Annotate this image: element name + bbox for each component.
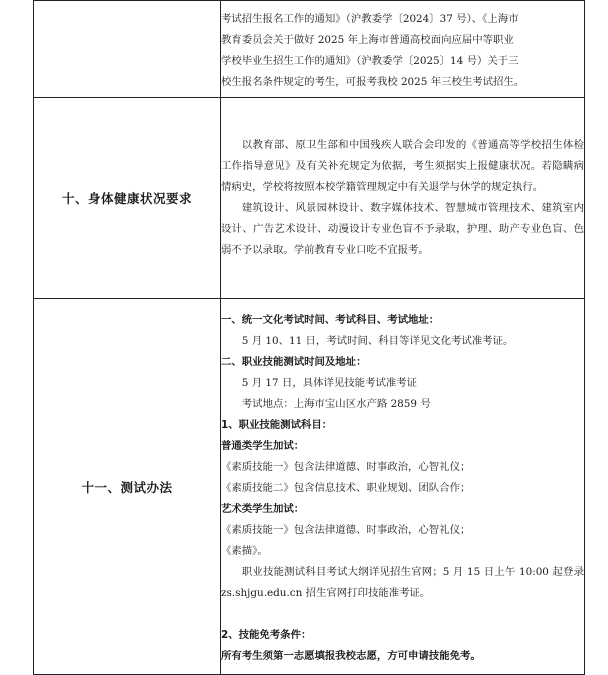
art-item-2: 《素描》。: [221, 544, 268, 557]
health-paragraph-2: 建筑设计、风景园林设计、数字媒体技术、智慧城市管理技术、建筑室内设计、广告艺术设计、动漫设计专业色盲不予录取，护理、助产专业色盲、色弱不予以录取。学前教育专业口吃不宜报考。: [221, 202, 584, 256]
culture-exam-text: 5 月 10、11 日，考试时间、科目等详见文化考试准考证。: [241, 334, 514, 347]
health-paragraph-1: 以教育部、原卫生部和中国残疾人联合会印发的《普通高等学校招生体检工作指导意见》及有关补充规定为依据，考生须据实上报健康状况。若隐瞒病情病史，学校将按照本校学籍管理规定中有关退学与休学的规定执行。: [221, 139, 584, 193]
eligibility-line-2: 教育委员会关于做好 2025 年上海市普通高校面向应届中等职业: [221, 34, 514, 46]
test-method-label: 十一、测试办法: [34, 299, 221, 675]
eligibility-line-1: 考试招生报名工作的通知》（沪教委学〔2024〕37 号）、《上海市: [221, 13, 519, 25]
eligibility-cell: [221, 1, 585, 98]
art-students-heading: 艺术类学生加试：: [221, 502, 305, 515]
eligibility-line-4: 校生报名条件规定的考生，可报考我校 2025 年三校生考试招生。: [221, 76, 525, 88]
normal-item-2: 《素质技能二》包含信息技术、职业规划、团队合作；: [221, 481, 471, 494]
exam-outline-text: 职业技能测试科目考试大纲详见招生官网；5 月 15 日上午 10:00 起登录 zs.shjgu.edu.cn 招生官网打印技能准考证。: [221, 565, 584, 599]
normal-item-1: 《素质技能一》包含法律道德、时事政治，心智礼仪；: [221, 460, 471, 473]
skill-test-heading: 二、职业技能测试时间及地址：: [221, 355, 367, 368]
empty-label-cell: [34, 1, 221, 98]
table-row: [34, 1, 585, 98]
health-requirements-cell: [221, 98, 585, 299]
art-item-1: 《素质技能一》包含法律道德、时事政治，心智礼仪；: [221, 523, 471, 536]
health-requirements-label: 十、身体健康状况要求: [34, 98, 221, 299]
normal-students-heading: 普通类学生加试：: [221, 439, 305, 452]
admission-info-table: [33, 0, 585, 675]
skill-test-date: 5 月 17 日，具体详见技能考试准考证: [241, 376, 418, 389]
exemption-heading: 2、技能免考条件：: [221, 628, 312, 641]
table-row: [34, 98, 585, 299]
eligibility-line-3: 学校毕业生招生工作的通知》（沪教委学〔2025〕14 号）关于三: [221, 55, 519, 67]
spacer: [221, 604, 584, 625]
skill-subjects-heading: 1、职业技能测试科目：: [221, 418, 333, 431]
skill-test-location: 考试地点：上海市宝山区水产路 2859 号: [241, 397, 431, 410]
exemption-text: 所有考生须第一志愿填报我校志愿，方可申请技能免考。: [221, 649, 481, 662]
table-row: [34, 299, 585, 675]
test-method-cell: [221, 299, 585, 675]
culture-exam-heading: 一、统一文化考试时间、考试科目、考试地址：: [221, 313, 440, 326]
